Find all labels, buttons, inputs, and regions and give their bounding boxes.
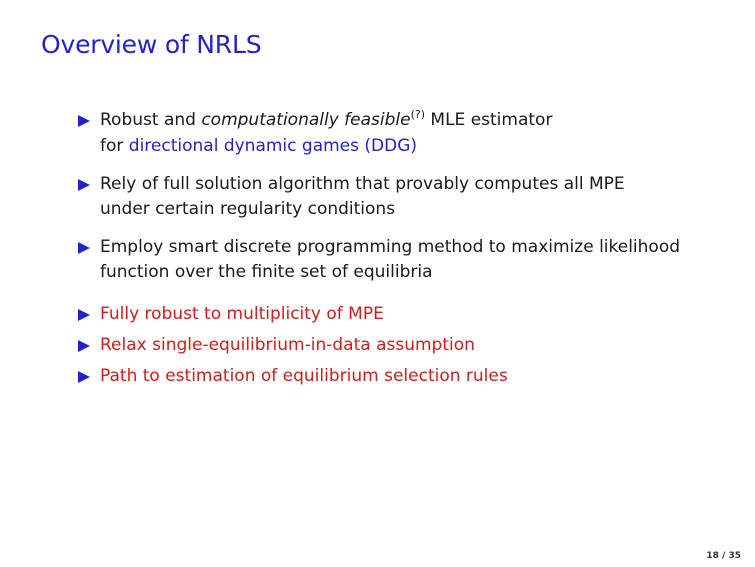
bullet-triangle-icon <box>78 371 90 383</box>
bullet-list <box>78 108 738 389</box>
ddg-link[interactable]: directional dynamic games (DDG) <box>128 136 418 156</box>
bullet-1-text-start: Robust and <box>100 110 202 130</box>
bullet-item-2 <box>78 172 738 222</box>
bullet-2-line1: Rely of full solution algorithm that provably computes all MPE <box>100 174 625 194</box>
bullet-triangle-icon <box>78 242 90 254</box>
bullet-3-line2: function over the finite set of equilibria <box>100 262 433 282</box>
bullet-5-text: Relax single-equilibrium-in-data assumption <box>100 335 475 355</box>
bullet-4-text: Fully robust to multiplicity of MPE <box>100 304 384 324</box>
slide-title: Overview of NRLS <box>41 30 262 59</box>
bullet-triangle-icon <box>78 115 90 127</box>
bullet-triangle-icon <box>78 179 90 191</box>
bullet-1-text-end: MLE estimator <box>425 110 553 130</box>
bullet-1-superscript: (?) <box>410 108 426 121</box>
bullet-2-line2: under certain regularity conditions <box>100 199 396 219</box>
bullet-item-6 <box>78 364 738 389</box>
bullet-6-text: Path to estimation of equilibrium selection rules <box>100 366 508 386</box>
bullet-1-line2-prefix: for <box>100 136 129 156</box>
bullet-3-line1: Employ smart discrete programming method to maximize likelihood <box>100 237 681 257</box>
bullet-triangle-icon <box>78 309 90 321</box>
bullet-item-3 <box>78 235 738 285</box>
bullet-item-1 <box>78 108 738 159</box>
bullet-item-4 <box>78 302 738 327</box>
bullet-item-5 <box>78 333 738 358</box>
bullet-triangle-icon <box>78 340 90 352</box>
bullet-1-italic: computationally feasible <box>201 110 411 130</box>
page-number: 18 / 35 <box>706 551 741 561</box>
